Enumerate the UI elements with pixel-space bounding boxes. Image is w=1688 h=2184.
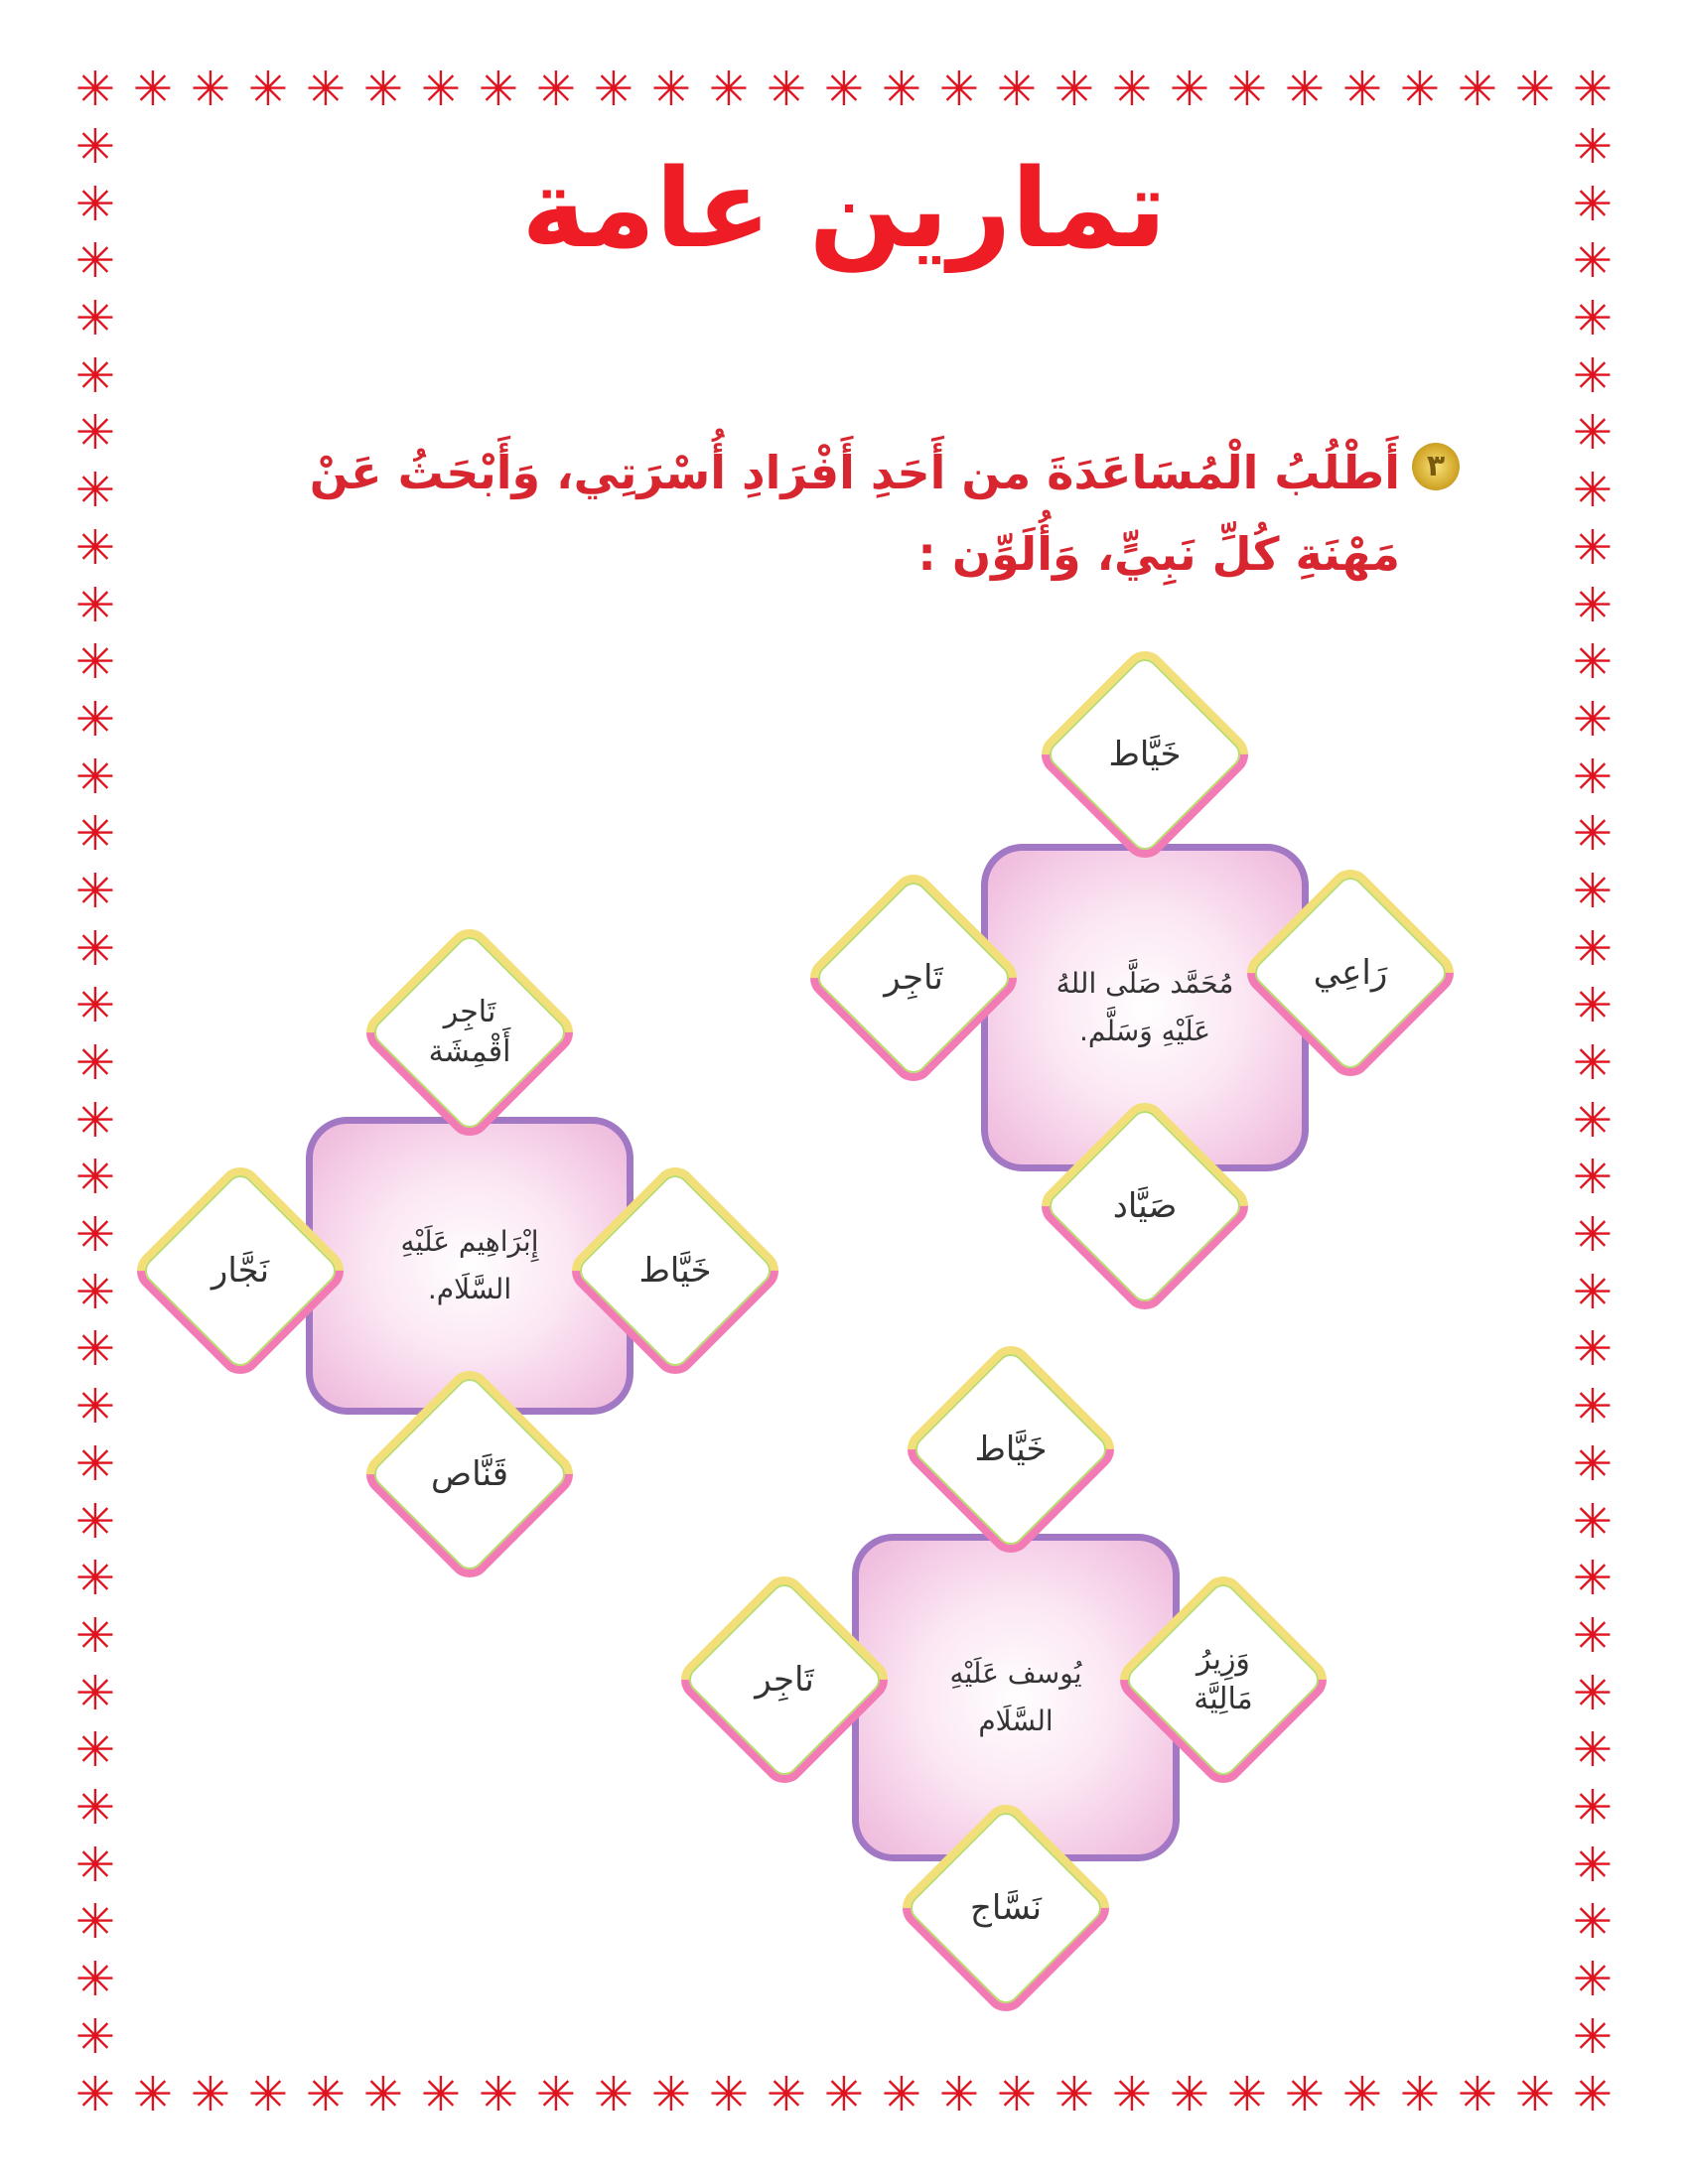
star-ornament-icon: ✳ (74, 1665, 116, 1721)
star-ornament-icon: ✳ (305, 62, 347, 117)
star-ornament-icon: ✳ (881, 2067, 922, 2122)
star-ornament-icon: ✳ (74, 2067, 116, 2122)
occupation-option-bottom[interactable] (1065, 1127, 1224, 1286)
star-ornament-icon: ✳ (1169, 2067, 1210, 2122)
star-ornament-icon: ✳ (74, 2008, 116, 2065)
occupation-option-left[interactable] (705, 1600, 864, 1759)
star-ornament-icon: ✳ (823, 62, 865, 117)
star-ornament-icon: ✳ (1572, 1551, 1614, 1607)
option-label: رَاعِي (1313, 953, 1388, 993)
star-ornament-icon: ✳ (74, 233, 116, 290)
occupation-option-top[interactable] (390, 953, 549, 1112)
option-label: نَجَّار (211, 1251, 270, 1291)
star-ornament-icon: ✳ (74, 577, 116, 633)
star-ornament-icon: ✳ (74, 62, 116, 117)
option-label: تَاجِر (884, 958, 943, 998)
occupation-option-left[interactable] (834, 898, 993, 1057)
star-ornament-icon: ✳ (1572, 1894, 1614, 1951)
option-label: تَاجِر أَقْمِشَة (428, 995, 511, 1069)
border-left-column (71, 119, 119, 2065)
page-title: تمارين عامة (521, 145, 1167, 272)
star-ornament-icon: ✳ (1054, 2067, 1095, 2122)
star-ornament-icon: ✳ (74, 1321, 116, 1378)
border-bottom-row (71, 2067, 1617, 2122)
star-ornament-icon: ✳ (74, 978, 116, 1034)
star-ornament-icon: ✳ (1572, 1493, 1614, 1550)
star-ornament-icon: ✳ (74, 1779, 116, 1836)
star-ornament-icon: ✳ (1572, 1779, 1614, 1836)
star-ornament-icon: ✳ (74, 119, 116, 175)
star-ornament-icon: ✳ (650, 62, 692, 117)
star-ornament-icon: ✳ (593, 2067, 634, 2122)
star-ornament-icon: ✳ (1572, 233, 1614, 290)
star-ornament-icon: ✳ (1341, 2067, 1383, 2122)
star-ornament-icon: ✳ (74, 1092, 116, 1149)
star-ornament-icon: ✳ (1572, 2067, 1614, 2122)
star-ornament-icon: ✳ (74, 920, 116, 977)
star-ornament-icon: ✳ (74, 519, 116, 576)
option-label: نَسَّاج (969, 1888, 1043, 1928)
star-ornament-icon: ✳ (1572, 1607, 1614, 1664)
star-ornament-icon: ✳ (1572, 1379, 1614, 1435)
option-label: خَيَّاط (974, 1430, 1048, 1469)
occupation-option-top[interactable] (931, 1370, 1090, 1529)
star-ornament-icon: ✳ (766, 2067, 807, 2122)
star-ornament-icon: ✳ (190, 2067, 231, 2122)
star-ornament-icon: ✳ (1572, 691, 1614, 748)
star-ornament-icon: ✳ (1457, 2067, 1498, 2122)
star-ornament-icon: ✳ (823, 2067, 865, 2122)
star-ornament-icon: ✳ (362, 2067, 404, 2122)
prophet-name: يُوسف عَلَيْهِ السَّلَام (949, 1657, 1082, 1737)
star-ornament-icon: ✳ (938, 62, 980, 117)
star-ornament-icon: ✳ (74, 691, 116, 748)
star-ornament-icon: ✳ (420, 2067, 462, 2122)
occupation-option-bottom[interactable] (926, 1829, 1085, 1987)
star-ornament-icon: ✳ (1514, 62, 1556, 117)
star-ornament-icon: ✳ (74, 1722, 116, 1779)
star-ornament-icon: ✳ (1572, 634, 1614, 691)
instruction-line-1: أَطْلُبُ الْمُسَاعَدَةَ من أَحَدِ أَفْرَادِ أُسْرَتِي، وَأَبْحَثُ عَنْ (309, 446, 1400, 499)
star-ornament-icon: ✳ (1572, 1837, 1614, 1893)
star-ornament-icon: ✳ (1572, 1952, 1614, 2007)
star-ornament-icon: ✳ (420, 62, 462, 117)
star-ornament-icon: ✳ (881, 62, 922, 117)
star-ornament-icon: ✳ (1572, 863, 1614, 919)
option-label: قَنَّاص (431, 1454, 508, 1494)
star-ornament-icon: ✳ (1169, 62, 1210, 117)
option-label: خَيَّاط (638, 1251, 712, 1291)
star-ornament-icon: ✳ (1572, 1321, 1614, 1378)
star-ornament-icon: ✳ (74, 1493, 116, 1550)
star-ornament-icon: ✳ (74, 291, 116, 347)
star-ornament-icon: ✳ (74, 863, 116, 919)
star-ornament-icon: ✳ (1054, 62, 1095, 117)
star-ornament-icon: ✳ (74, 405, 116, 462)
star-ornament-icon: ✳ (1284, 2067, 1326, 2122)
star-ornament-icon: ✳ (1284, 62, 1326, 117)
star-ornament-icon: ✳ (1572, 119, 1614, 175)
star-ornament-icon: ✳ (1572, 62, 1614, 117)
star-ornament-icon: ✳ (74, 1607, 116, 1664)
star-ornament-icon: ✳ (74, 749, 116, 805)
star-ornament-icon: ✳ (1572, 1264, 1614, 1320)
star-ornament-icon: ✳ (74, 1837, 116, 1893)
instruction-text (248, 432, 1400, 595)
star-ornament-icon: ✳ (1572, 1207, 1614, 1264)
star-ornament-icon: ✳ (74, 176, 116, 232)
star-ornament-icon: ✳ (1572, 1092, 1614, 1149)
star-ornament-icon: ✳ (996, 2067, 1038, 2122)
occupation-option-bottom[interactable] (390, 1395, 549, 1554)
star-ornament-icon: ✳ (1572, 806, 1614, 863)
star-ornament-icon: ✳ (1111, 62, 1153, 117)
star-ornament-icon: ✳ (74, 347, 116, 404)
numbered-flower-bullet-icon: ٣ (1412, 443, 1460, 490)
border-right-column (1569, 119, 1617, 2065)
star-ornament-icon: ✳ (1572, 405, 1614, 462)
star-ornament-icon: ✳ (1226, 62, 1268, 117)
star-ornament-icon: ✳ (1572, 1150, 1614, 1206)
occupation-option-left[interactable] (161, 1191, 320, 1350)
border-top-row (71, 62, 1617, 117)
star-ornament-icon: ✳ (74, 1264, 116, 1320)
occupation-option-right[interactable] (1271, 893, 1430, 1052)
occupation-option-top[interactable] (1065, 675, 1224, 834)
star-ornament-icon: ✳ (74, 1952, 116, 2007)
star-ornament-icon: ✳ (1572, 347, 1614, 404)
occupation-option-right[interactable] (1144, 1600, 1303, 1759)
star-ornament-icon: ✳ (1572, 1435, 1614, 1492)
star-ornament-icon: ✳ (1572, 463, 1614, 519)
star-ornament-icon: ✳ (1572, 176, 1614, 232)
option-label: خَيَّاط (1108, 735, 1182, 774)
star-ornament-icon: ✳ (478, 62, 519, 117)
prophet-name: مُحَمَّد صَلَّى اللهُ عَلَيْهِ وَسَلَّم. (1055, 967, 1234, 1047)
star-ornament-icon: ✳ (1572, 519, 1614, 576)
star-ornament-icon: ✳ (1514, 2067, 1556, 2122)
star-ornament-icon: ✳ (1399, 62, 1441, 117)
star-ornament-icon: ✳ (996, 62, 1038, 117)
star-ornament-icon: ✳ (74, 634, 116, 691)
decorative-star-border (71, 62, 1617, 2122)
star-ornament-icon: ✳ (247, 2067, 289, 2122)
occupation-option-right[interactable] (596, 1191, 755, 1350)
star-ornament-icon: ✳ (74, 463, 116, 519)
star-ornament-icon: ✳ (190, 62, 231, 117)
option-label: صَيَّاد (1112, 1186, 1178, 1226)
star-ornament-icon: ✳ (938, 2067, 980, 2122)
star-ornament-icon: ✳ (535, 2067, 577, 2122)
star-ornament-icon: ✳ (74, 1379, 116, 1435)
star-ornament-icon: ✳ (593, 62, 634, 117)
star-ornament-icon: ✳ (708, 2067, 750, 2122)
star-ornament-icon: ✳ (535, 62, 577, 117)
star-ornament-icon: ✳ (766, 62, 807, 117)
star-ornament-icon: ✳ (132, 62, 174, 117)
star-ornament-icon: ✳ (74, 1551, 116, 1607)
star-ornament-icon: ✳ (305, 2067, 347, 2122)
star-ornament-icon: ✳ (1457, 62, 1498, 117)
star-ornament-icon: ✳ (1572, 1722, 1614, 1779)
star-ornament-icon: ✳ (247, 62, 289, 117)
star-ornament-icon: ✳ (1399, 2067, 1441, 2122)
option-label: وَزِيرُ مَالِيَّة (1194, 1642, 1253, 1716)
star-ornament-icon: ✳ (74, 1150, 116, 1206)
star-ornament-icon: ✳ (74, 806, 116, 863)
star-ornament-icon: ✳ (1572, 749, 1614, 805)
star-ornament-icon: ✳ (1572, 291, 1614, 347)
star-ornament-icon: ✳ (132, 2067, 174, 2122)
star-ornament-icon: ✳ (1341, 62, 1383, 117)
star-ornament-icon: ✳ (362, 62, 404, 117)
star-ornament-icon: ✳ (74, 1207, 116, 1264)
star-ornament-icon: ✳ (1572, 2008, 1614, 2065)
instruction-line-2: مَهْنَةِ كُلِّ نَبِيٍّ، وَأُلَوِّن : (917, 527, 1400, 581)
star-ornament-icon: ✳ (1572, 1035, 1614, 1091)
star-ornament-icon: ✳ (708, 62, 750, 117)
star-ornament-icon: ✳ (1572, 978, 1614, 1034)
star-ornament-icon: ✳ (74, 1894, 116, 1951)
option-label: تَاجِر (755, 1660, 814, 1700)
star-ornament-icon: ✳ (74, 1435, 116, 1492)
star-ornament-icon: ✳ (650, 2067, 692, 2122)
star-ornament-icon: ✳ (1226, 2067, 1268, 2122)
star-ornament-icon: ✳ (1572, 577, 1614, 633)
star-ornament-icon: ✳ (1111, 2067, 1153, 2122)
star-ornament-icon: ✳ (1572, 1665, 1614, 1721)
star-ornament-icon: ✳ (74, 1035, 116, 1091)
star-ornament-icon: ✳ (1572, 920, 1614, 977)
prophet-name: إِبْرَاهِيم عَلَيْهِ السَّلَام. (400, 1225, 539, 1305)
star-ornament-icon: ✳ (478, 2067, 519, 2122)
